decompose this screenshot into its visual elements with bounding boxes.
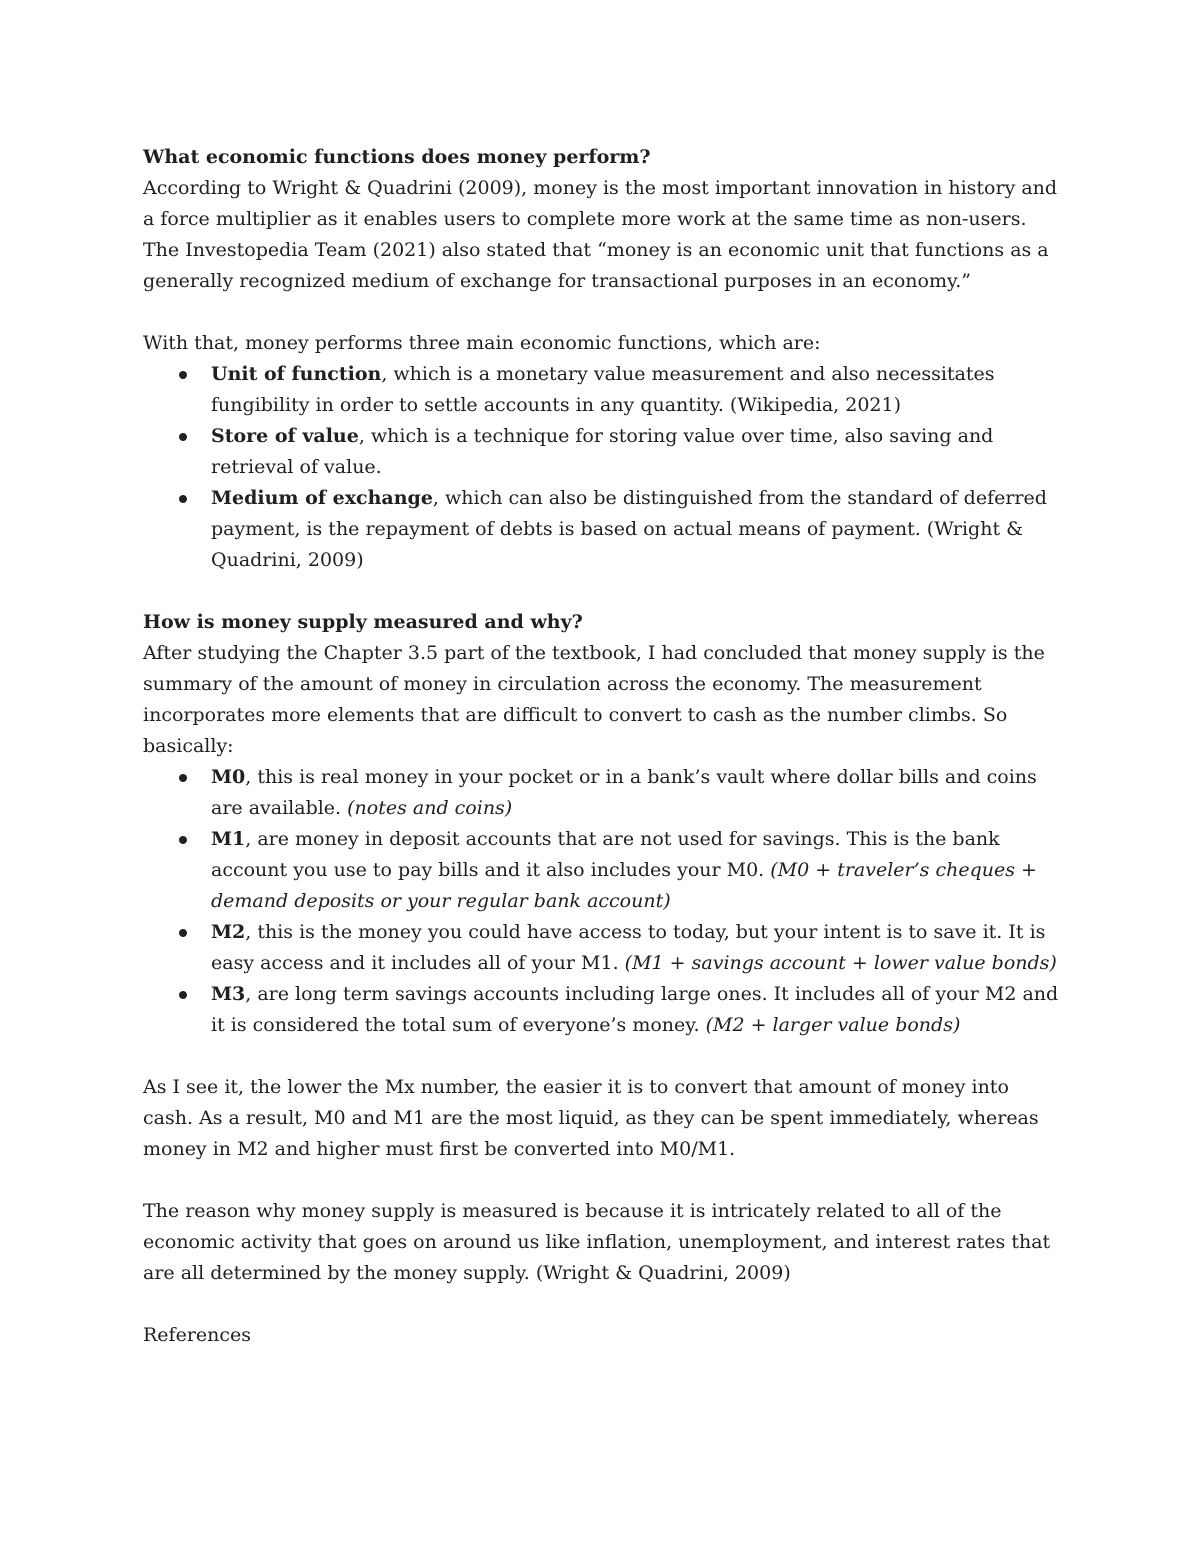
list-item [211,824,1063,917]
list-item-term: Unit of function [211,363,382,385]
paragraph-gap [143,1041,1063,1072]
paragraph-gap [143,576,1063,607]
bullet-icon [179,991,187,999]
section-heading-functions: What economic functions does money perform? [143,146,651,168]
intro-paragraph: According to Wright & Quadrini (2009), money is the most important innovation in history and a force multiplier as it enables users to complete more work at the same time as non-users. The Investopedia Team (2021) also stated that “money is an economic unit that functions as a generally recognized medium of exchange for transactional purposes in an economy.” [143,177,1058,292]
section-heading-money-supply: How is money supply measured and why? [143,611,583,633]
bullet-icon [179,836,187,844]
list-item [211,483,1063,576]
list-item-term: Medium of exchange [211,487,433,509]
list-item-term: Store of value [211,425,359,447]
functions-list [143,359,1063,576]
list-item-note: (notes and coins) [347,797,513,819]
bullet-icon [179,774,187,782]
list-item-term: M3 [211,983,246,1005]
list-item-note: (M0 + traveler’s cheques + demand deposits or your regular bank account) [211,859,1037,912]
list-item-text: , this is real money in your pocket or in a bank’s vault where dollar bills and coins are available. [211,766,1037,819]
paragraph-gap [143,1289,1063,1320]
paragraph-gap [143,1165,1063,1196]
list-item [211,979,1063,1041]
bullet-icon [179,495,187,503]
list-item-term: M1 [211,828,246,850]
money-supply-list [143,762,1063,1041]
list-item [211,762,1063,824]
bullet-icon [179,433,187,441]
list-item-text: , which can also be distinguished from the standard of deferred payment, is the repayment of debts is based on actual means of payment. (Wright & Quadrini, 2009) [211,487,1047,571]
functions-lead-paragraph: With that, money performs three main economic functions, which are: [143,332,821,354]
list-item-term: M0 [211,766,246,788]
liquidity-paragraph: As I see it, the lower the Mx number, the easier it is to convert that amount of money into cash. As a result, M0 and M1 are the most liquid, as they can be spent immediately, whereas money in M2 and higher must first be converted into M0/M1. [143,1076,1039,1160]
bullet-icon [179,929,187,937]
list-item-note: (M2 + larger value bonds) [705,1014,961,1036]
list-item-note: (M1 + savings account + lower value bonds) [624,952,1057,974]
paragraph-gap [143,297,1063,328]
money-supply-intro-paragraph: After studying the Chapter 3.5 part of the textbook, I had concluded that money supply is the summary of the amount of money in circulation across the economy. The measurement incorporates more elements that are difficult to convert to cash as the number climbs. So basically: [143,642,1045,757]
list-item-text: , are long term savings accounts including large ones. It includes all of your M2 and it is considered the total sum of everyone’s money. [211,983,1059,1036]
list-item [211,359,1063,421]
bullet-icon [179,371,187,379]
reason-paragraph: The reason why money supply is measured is because it is intricately related to all of the economic activity that goes on around us like inflation, unemployment, and interest rates that are all determined by the money supply. (Wright & Quadrini, 2009) [143,1200,1051,1284]
list-item-text: , which is a technique for storing value over time, also saving and retrieval of value. [211,425,994,478]
list-item-text: , this is the money you could have access to today, but your intent is to save it. It is easy access and it includes all of your M1. [211,921,1046,974]
list-item-text: , are money in deposit accounts that are not used for savings. This is the bank account you use to pay bills and it also includes your M0. [211,828,1000,881]
list-item-term: M2 [211,921,246,943]
list-item-text: , which is a monetary value measurement and also necessitates fungibility in order to settle accounts in any quantity. (Wikipedia, 2021) [211,363,995,416]
list-item [211,917,1063,979]
list-item [211,421,1063,483]
references-heading: References [143,1324,252,1346]
document-page [143,142,1063,1351]
